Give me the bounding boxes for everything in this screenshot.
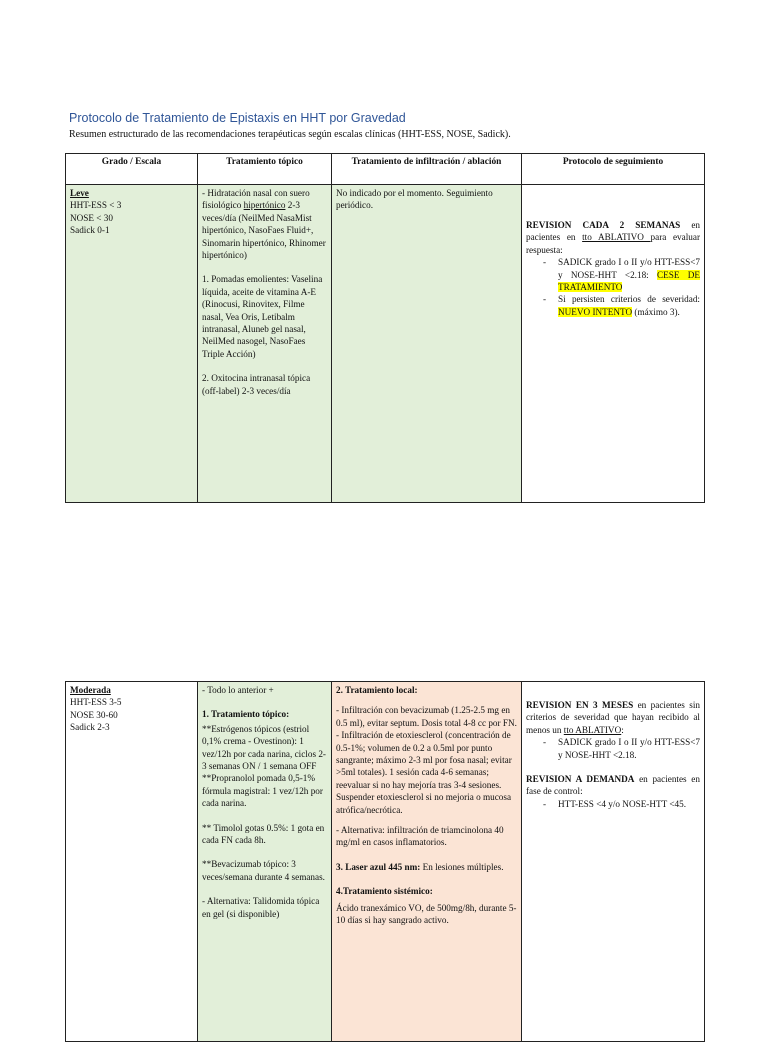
cell-followup-moderada	[522, 682, 705, 1042]
page-subtitle: Resumen estructurado de las recomendaciones terapéuticas según escalas clínicas (HHT-ESS, NOSE, Sadick).	[69, 129, 511, 140]
cell-infiltration-moderada	[332, 682, 522, 1042]
infiltration-item: - Infiltración con bevacizumab (1.25-2.5 mg en 0.5 ml), evitar septum. Dosis total 4-8 cc por FN.	[336, 705, 517, 728]
followup-paragraph: REVISION A DEMANDA en pacientes en fase de control:	[526, 774, 700, 797]
cell-infiltration-leve	[332, 185, 522, 503]
grade-label: Leve	[70, 188, 89, 198]
list-item: - SADICK grado I o II y/o HTT-ESS<7 y NOSE-HHT <2.18.	[558, 736, 700, 761]
header-followup: Protocolo de seguimiento	[522, 154, 705, 185]
scale-line: HHT-ESS 3-5	[70, 697, 122, 708]
cell-followup-leve	[522, 185, 705, 503]
laser-paragraph: 3. Laser azul 445 nm: En lesiones múltiples.	[336, 861, 504, 872]
scale-line: Sadick 2-3	[70, 722, 110, 733]
systemic-heading: 4.Tratamiento sistémico:	[336, 886, 433, 897]
treatment-table-leve	[65, 153, 705, 503]
followup-list	[526, 256, 700, 318]
topical-item: **Propranolol pomada 0,5-1% fórmula magistral: 1 vez/12h por cada narina.	[202, 773, 323, 809]
page-title: Protocolo de Tratamiento de Epistaxis en HHT por Gravedad	[69, 111, 406, 125]
topical-item: - Alternativa: Talidomida tópica en gel (si disponible)	[202, 896, 320, 919]
infiltration-heading: 2. Tratamiento local:	[336, 685, 418, 695]
scale-line: HHT-ESS < 3	[70, 200, 122, 211]
topical-item: **Bevacizumab tópico: 3 veces/semana durante 4 semanas.	[202, 859, 325, 882]
header-grade: Grado / Escala	[66, 154, 198, 185]
list-item: - Si persisten criterios de severidad: NUEVO INTENTO (máximo 3).	[558, 293, 700, 318]
scale-line: NOSE 30-60	[70, 709, 118, 720]
followup-list	[526, 736, 700, 761]
scale-line: Sadick 0-1	[70, 225, 110, 236]
infiltration-item: - Alternativa: infiltración de triamcinolona 40 mg/ml en casos inflamatorios.	[336, 825, 504, 848]
topical-paragraph: 2. Oxitocina intranasal tópica (off-label) 2-3 veces/día	[202, 373, 311, 396]
followup-paragraph: REVISION CADA 2 SEMANAS en pacientes en tto ABLATIVO para evaluar respuesta:	[526, 220, 701, 255]
topical-item: ** Timolol gotas 0.5%: 1 gota en cada FN cada 8h.	[202, 822, 325, 846]
list-item: - SADICK grado I o II y/o HTT-ESS<7 y NOSE-HHT <2.18: CESE DE TRATAMIENTO	[558, 256, 700, 293]
topical-paragraph: 1. Pomadas emolientes: Vaselina líquida, aceite de vitamina A-E (Rinocusi, Rinovitex, Filme nasal, Vea Oris, Letibalm intranasal, Aluneb gel nasal, NeilMed nasogel, NasoFaes Triple Acción)	[202, 274, 323, 359]
infiltration-item: - Infiltración de etoxiesclerol (concentración de 0.5-1%; volumen de 0.2 a 0.5ml por punto sangrante; máximo 2-3 ml por fosa nasal; evitar >5ml totales). 1 sesión cada 4-6 semanas; reevaluar si no hay mejoría tras 3-4 sesiones. Suspender etoxiesclerol si no mejoria o mucosa atrófica/necrótica.	[336, 730, 512, 815]
topical-item: **Estrógenos tópicos (estriol 0,1% crema - Ovestinon): 1 vez/12h por cada narina, ciclos 2-3 semanas ON / 1 semana OFF	[202, 723, 326, 772]
header-topical: Tratamiento tópico	[198, 154, 332, 185]
treatment-table-moderada	[65, 681, 705, 1042]
header-infiltration: Tratamiento de infiltración / ablación	[332, 154, 522, 185]
scale-line: NOSE < 30	[70, 212, 113, 223]
topical-paragraph: - Hidratación nasal con suero fisiológico hipertónico 2-3 veces/día (NeilMed NasaMist hipertónico, NasoFaes Fluid+, Sinomarin hipertónico, Rhinomer hipertónico)	[202, 188, 326, 261]
cell-topical-moderada	[198, 682, 332, 1042]
grade-label: Moderada	[70, 685, 111, 695]
cell-topical-leve	[198, 185, 332, 503]
topical-heading: 1. Tratamiento tópico:	[202, 709, 290, 720]
topical-intro: - Todo lo anterior +	[202, 685, 274, 695]
systemic-text: Ácido tranexámico VO, de 500mg/8h, durante 5-10 días si hay sangrado activo.	[336, 902, 517, 926]
cell-grade-moderada	[66, 682, 198, 1042]
followup-list	[526, 798, 700, 810]
list-item: - HTT-ESS <4 y/o NOSE-HTT <45.	[558, 798, 700, 810]
followup-paragraph: REVISION EN 3 MESES en pacientes sin criterios de severidad que hayan recibido al menos un tto ABLATIVO:	[526, 700, 700, 735]
infiltration-text: No indicado por el momento. Seguimiento periódico.	[336, 188, 493, 211]
cell-grade-leve	[66, 185, 198, 503]
